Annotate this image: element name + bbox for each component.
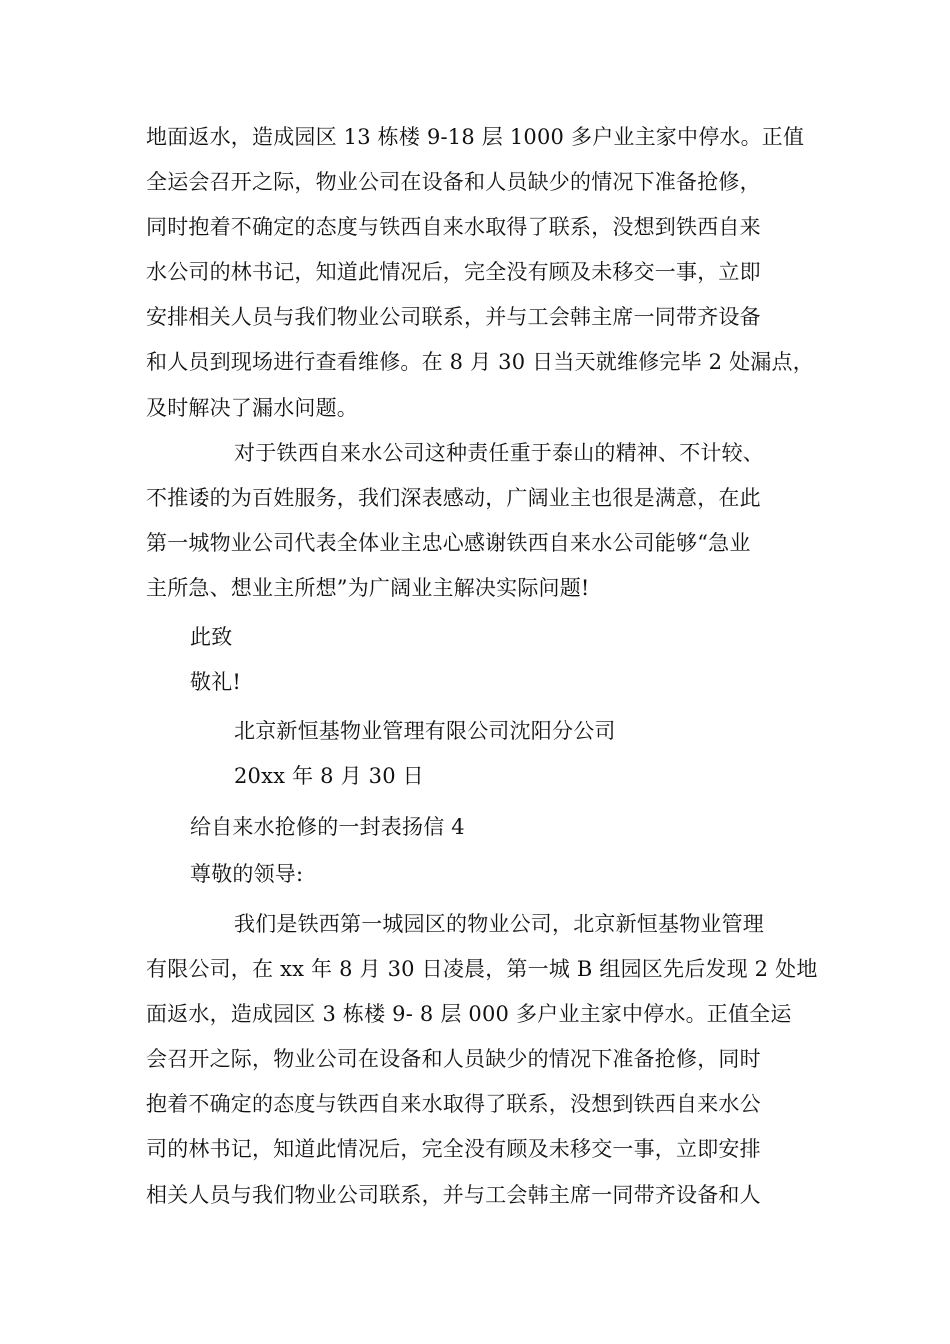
signature-date: 20xx 年 8 月 30 日 xyxy=(234,764,424,788)
closing-salutation: 此致 xyxy=(190,625,233,649)
paragraph-line: 主所急、想业主所想”为广阔业主解决实际问题! xyxy=(146,576,590,600)
paragraph-line: 和人员到现场进行查看维修。在 8 月 30 日当天就维修完毕 2 处漏点， xyxy=(146,350,814,374)
paragraph-line: 及时解决了漏水问题。 xyxy=(146,396,358,420)
paragraph-line: 会召开之际，物业公司在设备和人员缺少的情况下准备抢修，同时 xyxy=(146,1047,761,1071)
paragraph-line: 第一城物业公司代表全体业主忠心感谢铁西自来水公司能够“急业 xyxy=(146,531,751,555)
paragraph-line: 抱着不确定的态度与铁西自来水取得了联系，没想到铁西自来水公 xyxy=(146,1092,761,1116)
closing-respect: 敬礼! xyxy=(190,670,242,694)
paragraph-line: 有限公司，在 xx 年 8 月 30 日凌晨，第一城 B 组园区先后发现 2 处地 xyxy=(146,957,818,981)
paragraph-line: 全运会召开之际，物业公司在设备和人员缺少的情况下准备抢修， xyxy=(146,170,761,194)
paragraph-line: 对于铁西自来水公司这种责任重于泰山的精神、不计较、 xyxy=(234,441,764,465)
paragraph-line: 不推诿的为百姓服务，我们深表感动，广阔业主也很是满意，在此 xyxy=(146,486,761,510)
paragraph-line: 同时抱着不确定的态度与铁西自来水取得了联系，没想到铁西自来 xyxy=(146,215,761,239)
paragraph-line: 司的林书记，知道此情况后，完全没有顾及未移交一事，立即安排 xyxy=(146,1137,761,1161)
paragraph-line: 相关人员与我们物业公司联系，并与工会韩主席一同带齐设备和人 xyxy=(146,1183,761,1207)
paragraph-line: 我们是铁西第一城园区的物业公司，北京新恒基物业管理 xyxy=(234,912,764,936)
letter-title: 给自来水抢修的一封表扬信 4 xyxy=(190,815,465,839)
paragraph-line: 面返水，造成园区 3 栋楼 9- 8 层 000 多户业主家中停水。正值全运 xyxy=(146,1002,792,1026)
paragraph-line: 安排相关人员与我们物业公司联系，并与工会韩主席一同带齐设备 xyxy=(146,305,761,329)
signature-company: 北京新恒基物业管理有限公司沈阳分公司 xyxy=(234,719,616,743)
paragraph-line: 水公司的林书记，知道此情况后，完全没有顾及未移交一事，立即 xyxy=(146,260,761,284)
greeting: 尊敬的领导: xyxy=(190,862,304,886)
paragraph-line: 地面返水，造成园区 13 栋楼 9-18 层 1000 多户业主家中停水。正值 xyxy=(146,125,805,149)
